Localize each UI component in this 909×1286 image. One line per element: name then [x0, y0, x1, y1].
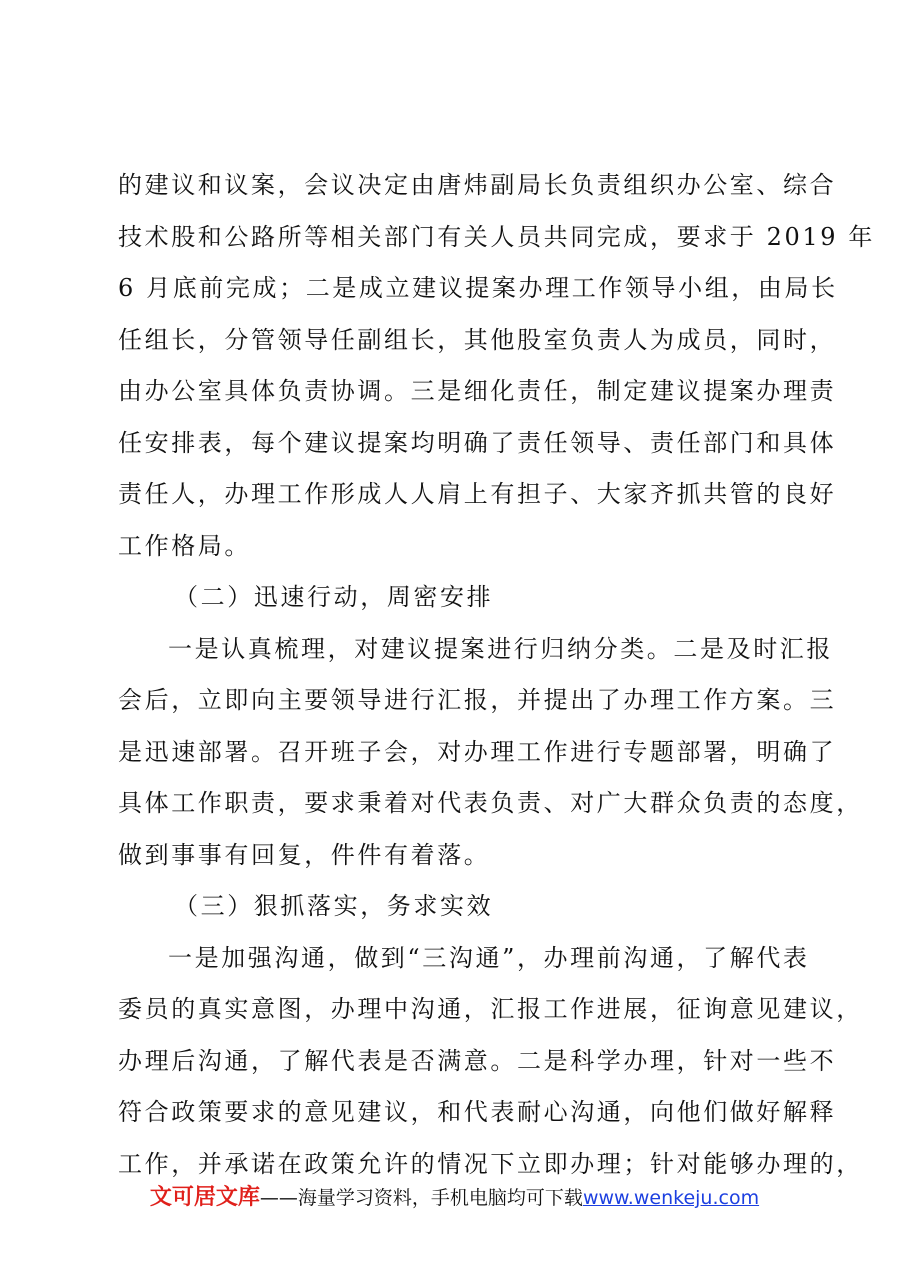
footer-website-link[interactable]: www.wenkeju.com [582, 1187, 760, 1209]
body-line: 是迅速部署。召开班子会，对办理工作进行专题部署，明确了 [118, 737, 837, 766]
body-line: 符合政策要求的意见建议，和代表耐心沟通，向他们做好解释 [118, 1098, 837, 1126]
page-footer [0, 1180, 909, 1216]
body-line: 一是认真梳理，对建议提案进行归纳分类。二是及时汇报 [168, 634, 833, 663]
body-line: 任组长，分管领导任副组长，其他股室负责人为成员，同时， [118, 325, 837, 354]
body-line: 责任人，办理工作形成人人肩上有担子、大家齐抓共管的良好 [118, 480, 837, 508]
body-line: 任安排表，每个建议提案均明确了责任领导、责任部门和具体 [118, 428, 837, 457]
body-line: 的建议和议案，会议决定由唐炜副局长负责组织办公室、综合 [118, 171, 837, 199]
document-body [118, 160, 875, 1190]
body-line: 一是加强沟通，做到“三沟通”，办理前沟通，了解代表 [168, 943, 810, 972]
body-line: 具体工作职责，要求秉着对代表负责、对广大群众负责的态度， [118, 789, 863, 817]
footer-brand: 文可居文库 [149, 1185, 260, 1210]
body-line: 技术股和公路所等相关部门有关人员共同完成，要求于 2019 年 [118, 222, 875, 251]
section-heading-3: （三）狠抓落实，务求实效 [174, 892, 494, 920]
body-line: 由办公室具体负责协调。三是细化责任，制定建议提案办理责 [118, 377, 837, 405]
body-line: 工作，并承诺在政策允许的情况下立即办理；针对能够办理的， [118, 1149, 863, 1178]
footer-tagline: ——海量学习资料，手机电脑均可下载 [259, 1187, 583, 1209]
body-line: 做到事事有回复，件件有着落。 [118, 840, 491, 869]
body-line: 6 月底前完成；二是成立建议提案办理工作领导小组，由局长 [118, 274, 838, 302]
body-line: 办理后沟通，了解代表是否满意。二是科学办理，针对一些不 [118, 1046, 837, 1075]
section-heading-2: （二）迅速行动，周密安排 [174, 583, 494, 611]
body-line: 会后，立即向主要领导进行汇报，并提出了办理工作方案。三 [118, 686, 837, 714]
body-line: 工作格局。 [118, 531, 251, 560]
body-line: 委员的真实意图，办理中沟通，汇报工作进展，征询意见建议， [118, 995, 863, 1023]
